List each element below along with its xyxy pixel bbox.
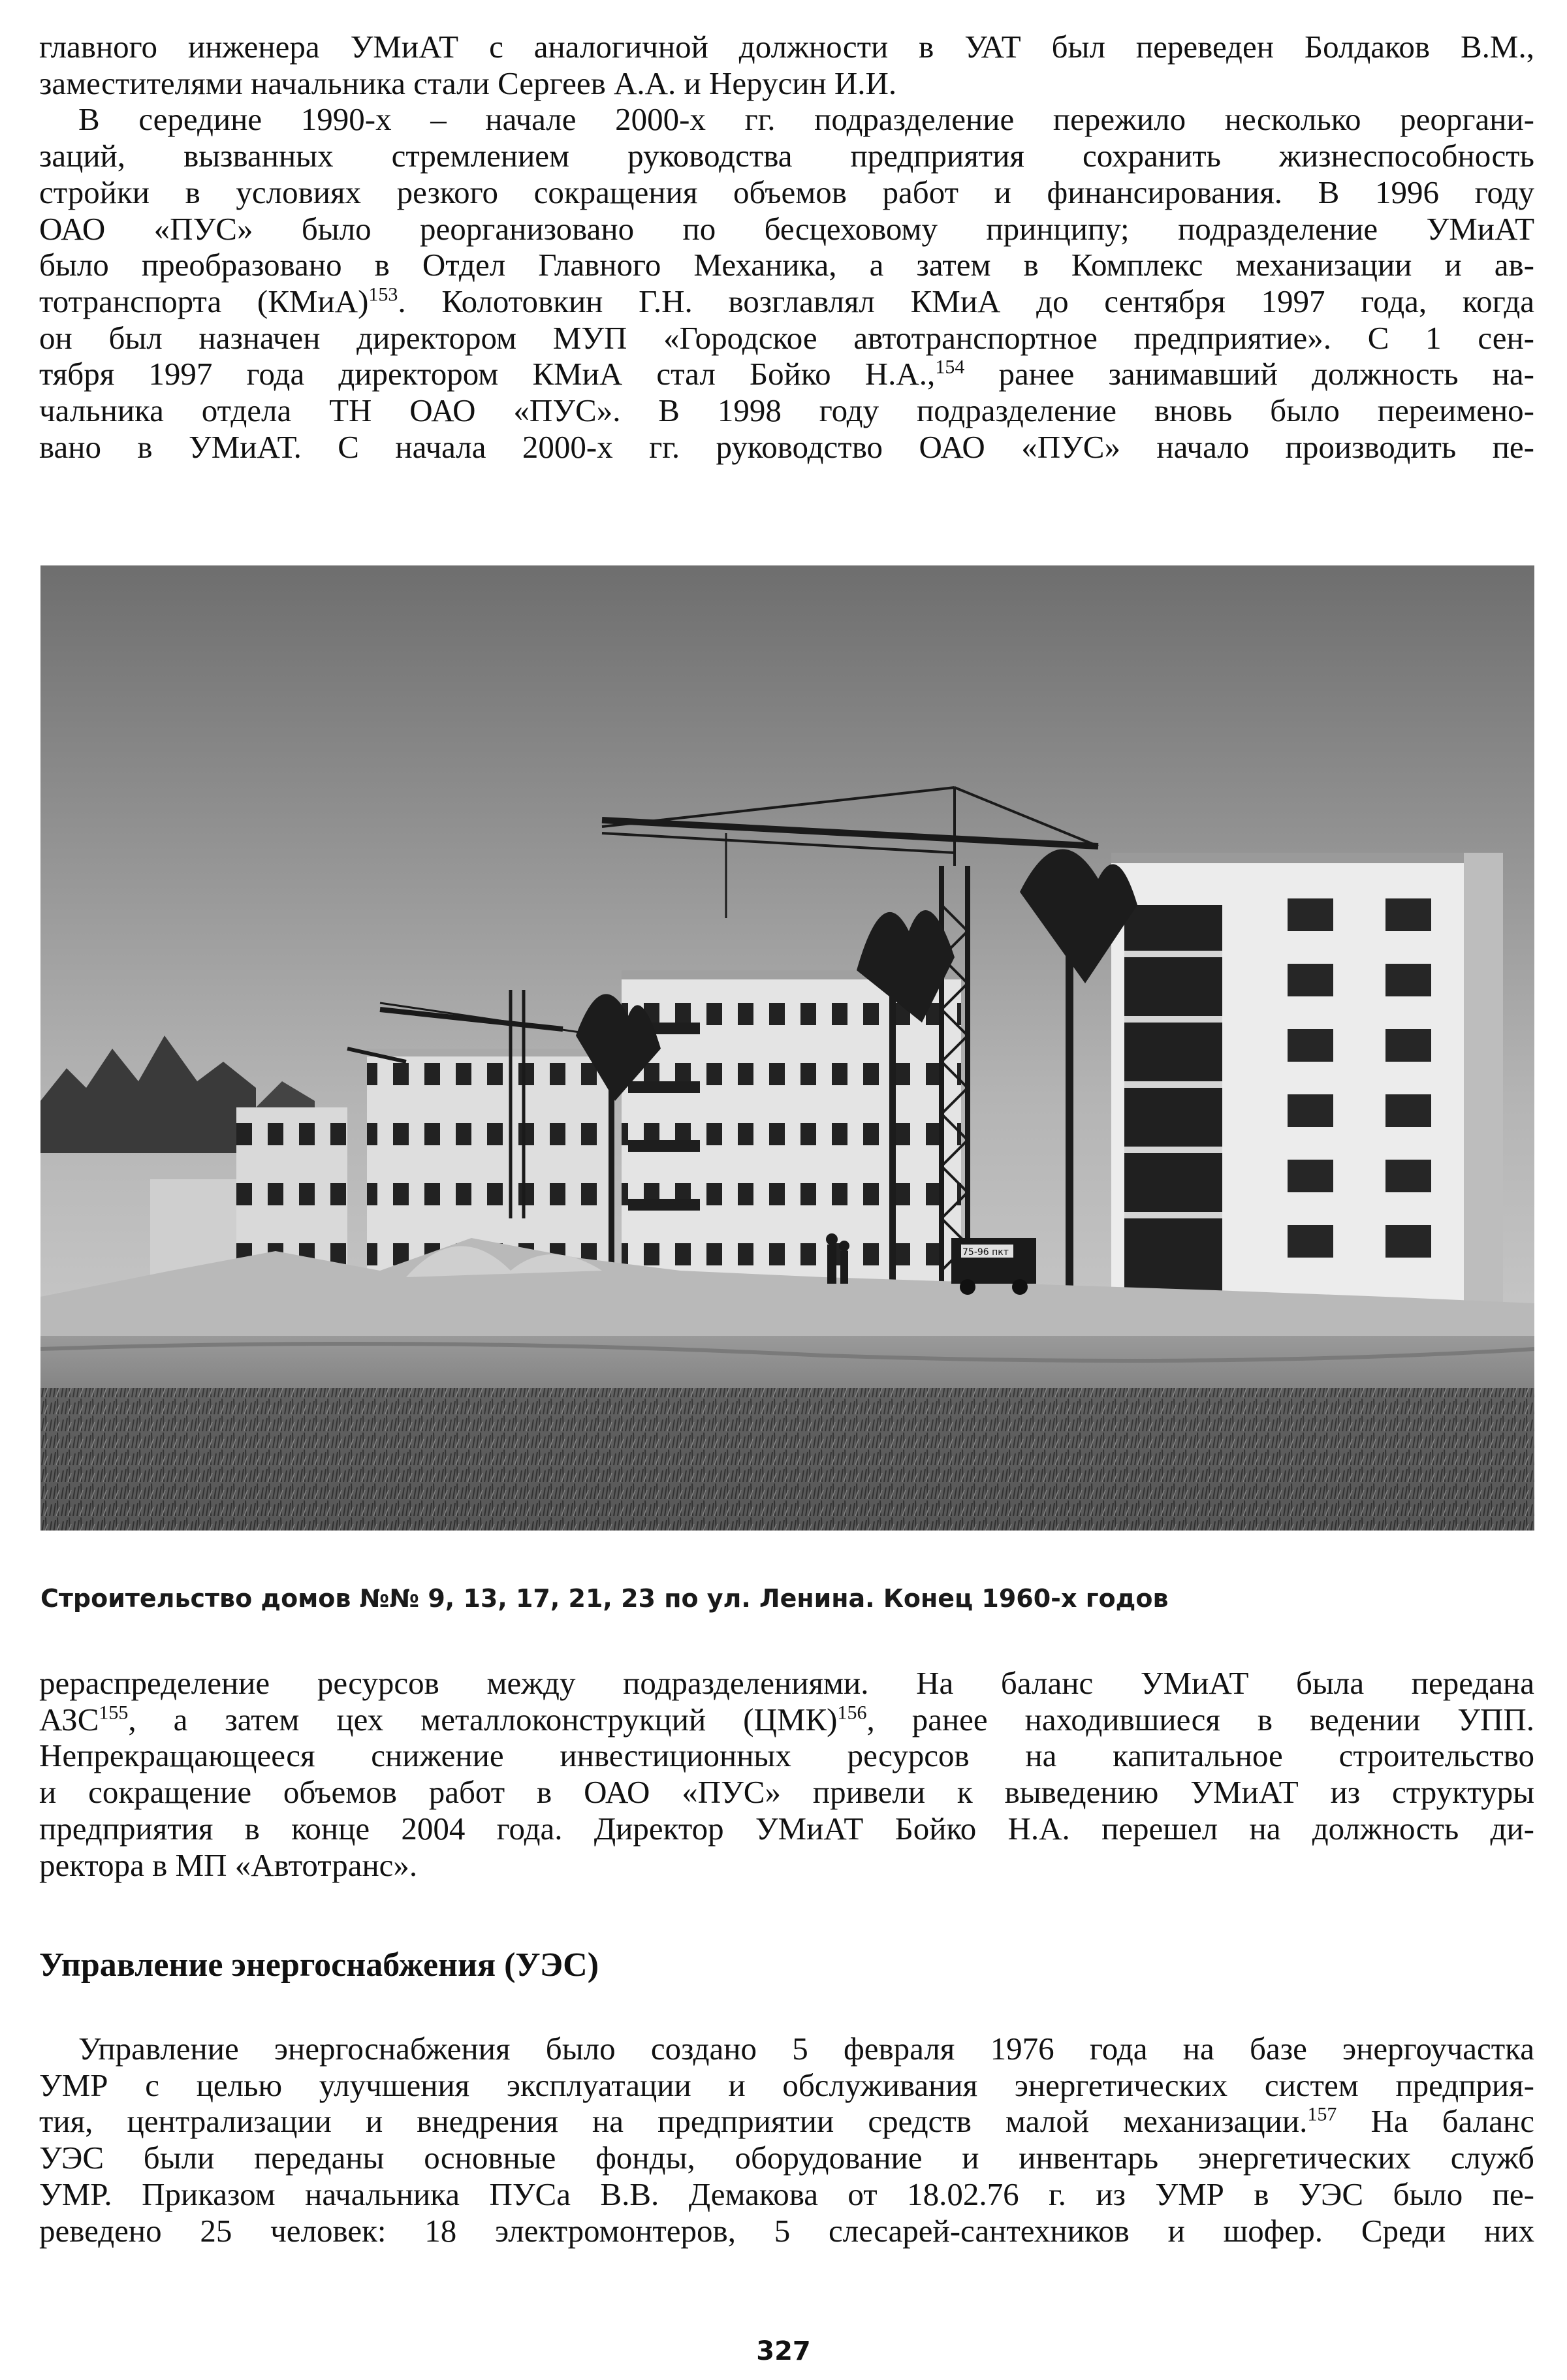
text-line [39, 1702, 1534, 1738]
text-line [39, 356, 1534, 392]
text-line: предприятия в конце 2004 года. Директор УМиАТ Бойко Н.А. перешел на должность ди- [39, 1810, 1534, 1847]
footnote-ref: 157 [1307, 2104, 1337, 2126]
footnote-ref: 155 [99, 1702, 129, 1724]
text-line: реведено 25 человек: 18 электромонтеров, 5 слесарей-сантехников и шофер. Среди них [39, 2212, 1534, 2249]
text-line: ректора в МП «Автотранс». [39, 1847, 418, 1883]
page-number: 327 [756, 2336, 811, 2366]
text-fragment: . Колотовкин Г.Н. возглавлял КМиА до сентября 1997 года, когда [398, 283, 1535, 319]
text-line: было преобразовано в Отдел Главного Механика, а затем в Комплекс механизации и ав- [39, 247, 1534, 283]
text-line: УМР с целью улучшения эксплуатации и обслуживания энергетических систем предприя- [39, 2067, 1534, 2103]
text-line: УЭС были переданы основные фонды, оборудование и инвентарь энергетических служб [39, 2140, 1534, 2176]
paragraph-after-photo [39, 1665, 1534, 1883]
text-fragment: тия, централизации и внедрения на предприятии средств малой механизации. [39, 2103, 1308, 2140]
construction-photo [40, 565, 1534, 1531]
text-line: УМР. Приказом начальника ПУСа В.В. Демакова от 18.02.76 г. из УМР в УЭС было пе- [39, 2176, 1534, 2212]
paragraph-energy [39, 2031, 1534, 2249]
text-fragment: АЗС [39, 1701, 99, 1737]
text-line: Непрекращающееся снижение инвестиционных ресурсов на капитальное строительство [39, 1737, 1534, 1774]
text-line: вано в УМиАТ. С начала 2000-х гг. руководство ОАО «ПУС» начало производить пе- [39, 428, 1534, 465]
truck-plate: 75-96 пкт [962, 1247, 1009, 1258]
footnote-ref: 153 [368, 283, 398, 306]
text-line: он был назначен директором МУП «Городское автотранспортное предприятие». С 1 сен- [39, 319, 1534, 356]
text-line: ОАО «ПУС» было реорганизовано по бесцеховому принципу; подразделение УМиАТ [39, 210, 1534, 247]
footnote-ref: 154 [935, 357, 965, 378]
text-line: рераспределение ресурсов между подразделениями. На баланс УМиАТ была передана [39, 1665, 1534, 1701]
text-fragment: На баланс [1337, 2103, 1534, 2140]
text-fragment: , ранее находившиеся в ведении УПП. [866, 1701, 1534, 1737]
text-line: заместителями начальника стали Сергеев А.А. и Нерусин И.И. [39, 65, 897, 101]
text-fragment: тотранспорта (КМиА) [39, 283, 369, 319]
photo-caption: Строительство домов №№ 9, 13, 17, 21, 23 по ул. Ленина. Конец 1960-х годов [40, 1584, 1169, 1613]
text-line: Управление энергоснабжения было создано 5 февраля 1976 года на базе энергоучастка [78, 2031, 1534, 2067]
text-fragment: тября 1997 года директором КМиА стал Бойко Н.А., [39, 356, 936, 392]
section-heading: Управление энергоснабжения (УЭС) [39, 1946, 599, 1984]
paragraph-top [39, 29, 1534, 465]
text-line [39, 2103, 1534, 2140]
text-line: В середине 1990-х – начале 2000-х гг. подразделение пережило несколько реоргани- [78, 101, 1534, 138]
text-line: и сокращение объемов работ в ОАО «ПУС» привели к выведению УМиАТ из структуры [39, 1774, 1534, 1811]
footnote-ref: 156 [837, 1702, 867, 1724]
text-line: главного инженера УМиАТ с аналогичной должности в УАТ был переведен Болдаков В.М., [39, 29, 1534, 65]
text-line: стройки в условиях резкого сокращения объемов работ и финансирования. В 1996 году [39, 174, 1534, 210]
text-fragment: , а затем цех металлоконструкций (ЦМК) [128, 1701, 838, 1737]
construction-photo-illustration [40, 565, 1534, 1531]
text-fragment: ранее занимавший должность на- [964, 356, 1534, 392]
text-line: чальника отдела ТН ОАО «ПУС». В 1998 году подразделение вновь было переимено- [39, 392, 1534, 429]
text-line: заций, вызванных стремлением руководства предприятия сохранить жизнеспособность [39, 138, 1534, 174]
text-line [39, 283, 1534, 320]
